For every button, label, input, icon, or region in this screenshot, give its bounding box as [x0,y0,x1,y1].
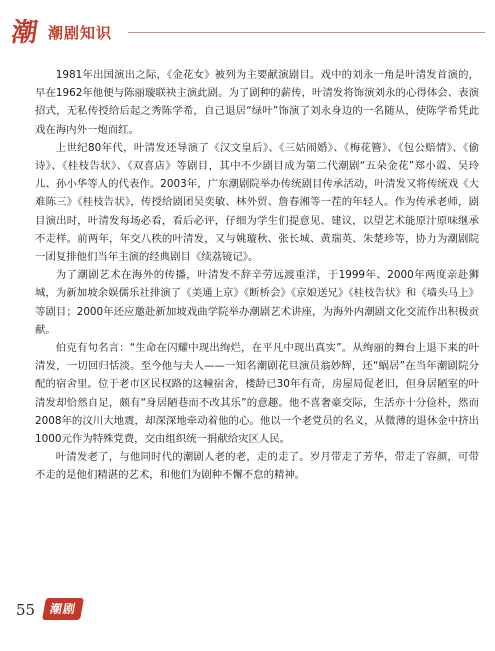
section-title: 潮剧知识 [48,24,113,42]
page-header [0,18,495,50]
page-footer [0,596,495,626]
chao-logo-glyph: 潮 [9,18,39,48]
page-number: 55 [16,601,36,619]
article-paragraph: 1981年出国演出之际，《金花女》被列为主要献演剧目。戏中的刘永一角是叶清发首演的，早在1962年他便与陈丽璇联袂主演此剧。为了剧种的薪传，叶清发将饰演刘永的心得体会、表演招式，无私传授给后起之秀陈学希，自己退居“绿叶”饰演了刘永身边的一名随从，使陈学希凭此戏在海内外一炮而红。 [35,69,479,136]
article-body [35,66,479,485]
chaoju-magazine-logo: 潮剧 [42,598,84,620]
article-paragraph: 上世纪80年代，叶清发还导演了《汉文皇后》、《三姑闹婚》、《梅花簪》、《包公赔情》、《偷诗》、《桂枝告状》、《双喜店》等剧目，其中不少剧目成为第二代潮剧“五朵金花”郑小霞、吴玲儿、孙小华等人的代表作。2003年，广东潮剧院举办传统剧目传承活动，叶清发又将传统戏《大难陈三》《桂枝告状》，传授给剧团吴奕敏、林外贸、詹春湘等一茬的年轻人。作为传承老师，剧目演出时，叶清发每场必看，看后必评，仔细为学生们提意见、建议，以望艺术能原汁原味继承不走样。前两年，年交八秩的叶清发，又与姚璇秋、张长城、黄瑞英、朱楚珍等，协力为潮剧院一团复排他们当年主演的经典剧目《续荔镜记》。 [35,141,479,264]
header-divider [128,32,485,33]
article-paragraph: 为了潮剧艺术在海外的传播，叶清发不辞辛劳远渡重洋，于1999年、2000年两度亲赴狮城，为新加坡余娱儒乐社排演了《美通上京》《断桥会》《京娘送兄》《桂枝告状》和《墙头马上》等剧目；2000年还应邀赴新加坡戏曲学院举办潮剧艺术讲座，为海外内潮剧文化交流作出积极贡献。 [35,269,479,336]
article-paragraph: 叶清发老了，与他同时代的潮剧人老的老，走的走了。岁月带走了芳华，带走了容颜，可带不走的是他们精湛的艺术，和他们为剧种不懈不怠的精神。 [35,451,479,482]
article-paragraph: 伯克有句名言：“生命在闪耀中现出绚烂，在平凡中现出真实”。从绚丽的舞台上退下来的叶清发，一切回归恬淡。至今他与夫人——一知名潮剧花旦演员翁妙辉，还“蜗居”在当年潮剧院分配的宿舍里。位于老市区民权路的这幢宿舍，楼龄已30年有奇，房屋局促老旧，但身居陋室的叶清发却恰然自足，颇有“身居陋巷而不改其乐”的意趣。他不喜奢豪交际，生活亦十分俭朴，然而2008年的汶川大地震，却深深地牵动着他的心。他以一个老党员的名义，从微薄的退休金中挤出1000元作为特殊党费，交由组织统一捐献给灾区人民。 [35,342,479,446]
